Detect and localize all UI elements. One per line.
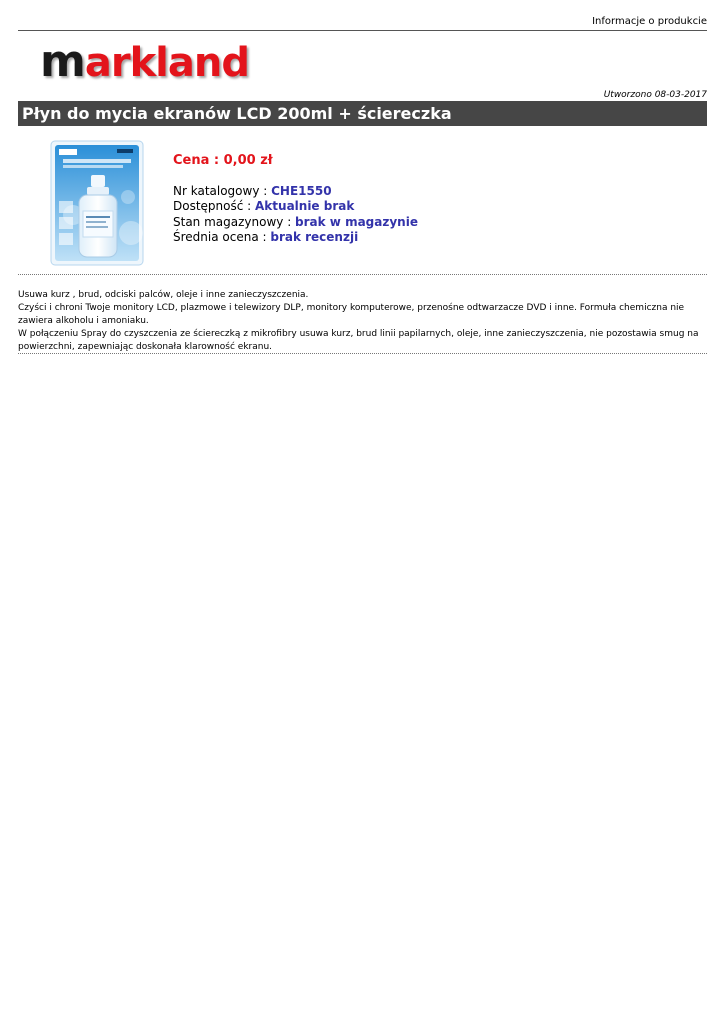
logo-rest: arkland [84,40,249,86]
stock-row [173,215,418,231]
rating-label: Średnia ocena : [173,230,271,244]
availability-row [173,199,418,215]
description-line-1: Usuwa kurz , brud, odciski palców, oleje i inne zanieczyszczenia. [18,290,309,300]
markland-logo [40,38,249,87]
product-package-icon [33,137,163,269]
description-line-2: Czyści i chroni Twoje monitory LCD, plazmowe i telewizory DLP, monitory komputerowe, przenośne odtwarzacze DVD i inne. Formuła chemiczna nie zawiera alkoholu i amoniaku. [18,303,685,326]
catalog-value: CHE1550 [271,183,332,198]
product-description [18,289,707,354]
product-image [33,137,163,269]
header-label: Informacje o produkcie [592,16,707,27]
title-bar [18,101,707,126]
catalog-row [173,184,418,200]
header-rule [18,30,707,31]
divider-top [18,274,707,275]
created-date: Utworzono 08-03-2017 [603,90,707,100]
product-info [173,153,418,246]
catalog-label: Nr katalogowy : [173,183,272,198]
divider-bottom [18,353,707,354]
product-title: Płyn do mycia ekranów LCD 200ml + ściereczka [22,104,452,123]
rating-row [173,230,418,246]
description-line-3: W połączeniu Spray do czyszczenia ze ściereczką z mikrofibry usuwa kurz, brud linii papilarnych, oleje, inne zanieczyszczenia, nie pozostawia smug na powierzchni, zapewniając doskonała klarowność ekranu. [18,329,699,352]
stock-value: brak w magazynie [295,214,418,229]
logo-first-letter: m [40,36,85,87]
stock-label: Stan magazynowy : [173,214,296,229]
availability-label: Dostępność : [173,199,256,213]
availability-value: Aktualnie brak [255,199,355,213]
rating-value: brak recenzji [270,230,359,244]
price: Cena : 0,00 zł [173,153,273,168]
